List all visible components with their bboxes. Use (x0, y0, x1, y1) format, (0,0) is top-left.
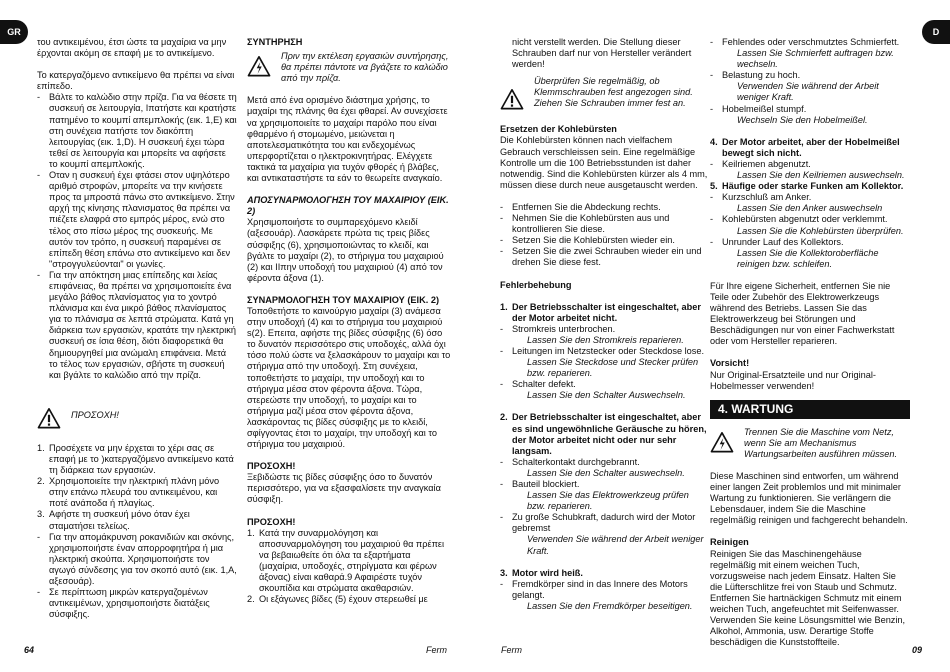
list-item: - Οταν η συσκευή έχει φτάσει στον υψηλότερο αριθμό στροφών, μπορείτε να την κινήσετε προς τα μπροστά πάνω στο αντικείμενο. Στην αρχή της κίνησης πλανισματος θα πρέπει να πιέζετε ελαφρά στο εμπρός μέρος, ενώ στο τέλος στο πίσω μέρος της συσκευής. Με αυτόν τον τρόπο, η συσκευή παραμένει σε επίπεδη θέση επάνω στο αντικείμενο και δεν "στρογγυλεύονται" οι γωνίες. (37, 170, 235, 269)
fault-cause: - Keilriemen abgenutzt. (710, 158, 811, 169)
fault-fix: Lassen Sie den Anker auswechseln (737, 203, 883, 214)
fault-fix: Lassen Sie Steckdose und Stecker prüfen bzw. reparieren. (527, 357, 699, 379)
page-number-right: 09 (912, 645, 923, 655)
fault-cause: - Bauteil blockiert. (500, 479, 580, 489)
fault-fix: Lassen Sie Schmierfett auftragen bzw. wechseln. (737, 48, 894, 70)
brand-footer-right: Ferm (501, 645, 522, 655)
list-item: - Setzen Sie die zwei Schrauben wieder ein und drehen Sie diese fest. (500, 246, 702, 268)
fault-cause: - Belastung zu hoch. (710, 70, 801, 81)
fault-cause: - Schalterkontakt durchgebrannt. (500, 456, 640, 467)
paragraph: Μετά από ένα ορισμένο διάστημα χρήσης, το μαχαίρι της πλάνης θα έχει φθαρεί. Αν συνεχίσετε να χρησιμοποιείτε το μαχαίρι παρόλο που είναι φθαρμένο ή στομωμένο, μειώνεται η αποτελεσματικότητα του και ενδεχομένως υπερφορτίζεται ο ηλεκτροκινητήρας. Ελέγχετε τακτικά τα μαχαίρια για τυχόν φθορές ή βλάβες, και αντικαταστήστε τα εάν το θεωρείτε αναγκαίο. (247, 95, 448, 184)
heading: Ersetzen der Kohlebürsten (500, 124, 617, 135)
electric-warning-icon (247, 51, 281, 80)
fault-fix: Verwenden Sie während der Arbeit weniger Kraft. (527, 534, 704, 556)
paragraph: Τοποθετήστε το καινούργιο μαχαίρι (3) ανάμεσα στην υποδοχή (4) και το στήριγμα του μαχαιριού s(2). Επειτα, αφήστε της βίδες σύσφιξης (6) όσο το δυνατόν περισσότερο στις υποδοχές, αλλά όχι τόσο πολύ ώστε να ξελασκάρουν το μαχαίρι και το στήριγμα από την υποδοχή. Στη συνέχεια, τοποθετήστε το μαχαίρι, την υποδοχή και το στήριγμα μέσα στον φέροντα άξονα. Τώρα, στερεώστε την υποδοχή, το μαχαίρι και το στήριγμα μαζί μέσα στον φέροντα άξονα, λασκάροντας τις βίδες σύσφιξης με το κλειδί, σφίγγοντας έτσι το μαχαίρι, την υποδοχή και το στήριγμα του μαχαιριού. (247, 305, 451, 450)
fault-fix: Lassen Sie den Schalter auswechseln. (527, 467, 685, 478)
paragraph: Nur Original-Ersatzteile und nur Original-Hobelmesser verwenden! (710, 369, 876, 391)
section-heading-wartung: 4. WARTUNG (710, 400, 910, 419)
heading: ΣΥΝΤΗΡΗΣΗ (247, 37, 303, 47)
german-column-1 (500, 37, 708, 612)
fault-fix: Verwenden Sie während der Arbeit weniger Kraft. (737, 81, 879, 103)
fault-title: 4. Der Motor arbeitet, aber der Hobelmeißel bewegt sich nicht. (710, 136, 900, 158)
fault-cause: - Fehlendes oder verschmutztes Schmierfett. (710, 37, 900, 47)
paragraph: Entfernen Sie hartnäckigen Schmutz mit einem weichen Tuch, angefeuchtet mit Seifenwasser. Verwenden Sie keine Lösungsmittel wie Benzin, Alkohol, Ammonia, usw. Derartige Stoffe beschädigen die Kunststoffteile. (710, 592, 906, 648)
list-item: - Σε περίπτωση μικρών κατεργαζομένων αντικειμένων, χρησιμοποιήστε διατάξεις σύσφιξης. (37, 587, 210, 620)
heading: ΑΠΟΣΥΝΑΡΜΟΛΟΓΗΣΗ ΤΟΥ ΜΑΧΑΙΡΙΟΥ (ΕΙΚ. 2) (247, 195, 449, 217)
german-column-2 (710, 37, 910, 648)
greek-column-1 (37, 37, 237, 620)
list-item: 3. Αφήστε τη συσκευή μόνο όταν έχει σταματήσει τελείως. (37, 509, 190, 531)
heading: Reinigen (710, 537, 749, 548)
maintenance-warning: Πριν την εκτέλεση εργασιών συντήρησης, θα πρέπει πάντοτε να βγάζετε το καλώδιο από την πρίζα. (247, 51, 452, 84)
warning-icon (500, 76, 534, 113)
fault-cause: - Zu große Schubkraft, dadurch wird der Motor gebremst (500, 512, 696, 534)
language-tab-gr: GR (0, 20, 28, 44)
paragraph: Reinigen Sie das Maschinengehäuse regelmäßig mit einem weichen Tuch, vorzugsweise nach jedem Einsatz. Halten Sie die Lüfterschlitze frei von Staub und Schmutz. (710, 548, 897, 592)
fault-fix: Lassen Sie die Kohlebürsten überprüfen. (737, 225, 904, 236)
paragraph: του αντικειμένου, έτσι ώστε τα μαχαίρια να μην έρχονται ακόμη σε επαφή με το αντικείμενο. (37, 37, 227, 59)
list-item: - Entfernen Sie die Abdeckung rechts. (500, 201, 661, 212)
fault-title: 5. Häufige oder starke Funken am Kollektor. (710, 181, 904, 192)
fault-fix: Lassen Sie den Stromkreis reparieren. (527, 334, 684, 345)
brand-footer-left: Ferm (426, 645, 447, 655)
fault-cause: - Stromkreis unterbrochen. (500, 323, 616, 334)
fault-cause: - Leitungen im Netzstecker oder Steckdose lose. (500, 345, 705, 356)
language-tab-d: D (922, 20, 950, 44)
paragraph: nicht verstellt werden. Die Stellung dieser Schrauben darf nur von Hersteller verändert werden! (512, 37, 692, 70)
page-number-left: 64 (24, 645, 35, 655)
paragraph: Το κατεργαζόμενο αντικείμενο θα πρέπει να είναι επίπεδο. (37, 70, 235, 92)
list-item: - Για την απομάκρυνση ροκανιδιών και σκόνης, χρησιμοποιήστε έναν απορροφητήρα ή μια ηλεκτρική σκούπα. Χρησιμοποιήστε τον αγωγό σύνδεσης για τον σκοπό αυτό (εικ. 1,A, αξεσουάρ). (37, 531, 237, 587)
fault-fix: Lassen Sie den Schalter Auswechseln. (527, 390, 686, 401)
fault-cause: - Fremdkörper sind in das Innere des Motors gelangt. (500, 578, 688, 600)
fault-fix: Lassen Sie die Kollektoroberfläche reinigen bzw. schleifen. (737, 247, 879, 269)
list-item: - Nehmen Sie die Kohlebürsten aus und kontrollieren Sie diese. (500, 213, 670, 235)
maintenance-warning: Trennen Sie die Maschine vom Netz, wenn Sie am Mechanismus Wartungsarbeiten ausführen müssen. (710, 427, 910, 460)
clamp-screw-warning: Überprüfen Sie regelmäßig, ob Klemmschrauben fest angezogen sind. Ziehen Sie Schrauben immer fest an. (500, 76, 708, 113)
fault-cause: - Schalter defekt. (500, 379, 576, 390)
paragraph: Diese Maschinen sind entworfen, um während einer langen Zeit problemlos und mit minimaler Wartung zu funktionieren. Sie verlängern die Lebensdauer, indem Sie die Maschine regelmäßig reinigen und fachgerecht behandeln. (710, 471, 908, 526)
list-item: 2. Οι εξάγωνες βίδες (5) έχουν στερεωθεί με (247, 594, 428, 605)
list-item: - Setzen Sie die Kohlebürsten wieder ein. (500, 235, 675, 246)
fault-title: 2. Der Betriebsschalter ist eingeschaltet, aber es sind ungewöhnliche Geräusche zu hören, der Motor arbeitet nicht oder nur sehr langsam. (500, 412, 707, 456)
list-item: 1. Κατά την συναρμολόγηση και αποσυναρμολόγηση του μαχαιριού θα πρέπει να βεβαιωθείτε ότι όλα τα εξαρτήματα (μαχαίρια, υποδοχές, στηρίγματα και φέρων άξονας) είναι καθαρά.9 Αφαιρέστε τυχόν σκουπίδια και στρώματα ακαθαρσιών. (247, 527, 445, 594)
heading: ΣΥΝΑΡΜΟΛΟΓΗΣΗ ΤΟΥ ΜΑΧΑΙΡΙΟΥ (ΕΙΚ. 2) (247, 294, 439, 305)
heading: Vorsicht! (710, 358, 750, 369)
fault-fix: Wechseln Sie den Hobelmeißel. (737, 114, 868, 125)
heading: Fehlerbehebung (500, 279, 572, 290)
fault-fix: Lassen Sie das Elektrowerkzeug prüfen bzw. reparieren. (527, 490, 689, 512)
fault-cause: - Unrunder Lauf des Kollektors. (710, 236, 844, 247)
fault-title: 1. Der Betriebsschalter ist eingeschaltet, aber der Motor arbeitet nicht. (500, 301, 701, 323)
electric-warning-icon (710, 427, 744, 456)
fault-fix: Lassen Sie den Keilriemen auswechseln. (737, 170, 905, 181)
list-item: 2. Χρησιμοποιείτε την ηλεκτρική πλάνη μόνο στην επάνω πλευρά του αντικειμένου, και ποτέ ανάποδα ή πλαγίως. (37, 476, 220, 509)
caution-label: ΠΡΟΣΟΧΗ! (71, 409, 119, 420)
greek-column-2 (247, 37, 452, 605)
list-item: 1. Προσέχετε να μην έρχεται το χέρι σας σε επαφή με το )κατεργαζόμενο αντικείμενο κατά τη διάρκεια των εργασιών. (37, 442, 234, 476)
fault-fix: Lassen Sie den Fremdkörper beseitigen. (527, 600, 693, 611)
paragraph: Ξεβιδώστε τις βίδες σύσφιξης όσο το δυνατόν περισσότερο, για να εξασφαλίσετε την αναγκαία σύσφιξη. (247, 472, 441, 505)
paragraph: Die Kohlebürsten können nach vielfachem Gebrauch verschleissen sein. Eine regelmäßige Kontrolle um die 100 Betriebsstunden ist daher notwendig. Sind die Kohlebürsten kürzer als 4 mm, müssen diese durch neue ausgetauscht werden. (500, 135, 708, 190)
heading: ΠΡΟΣΟΧΗ! (247, 516, 296, 527)
fault-title: 3. Motor wird heiß. (500, 567, 583, 578)
paragraph: Für Ihre eigene Sicherheit, entfernen Sie nie Teile oder Zubehör des Elektrowerkzeugs während des Betriebs. Lassen Sie das Elektrowerkzeug bei Störungen und Beschädigungen nur von einer Fachwerkstatt oder vom Hersteller reparieren. (710, 280, 895, 347)
fault-cause: - Kurzschluß am Anker. (710, 192, 812, 203)
list-item: - Βάλτε το καλώδιο στην πρίζα. Για να θέσετε τη συσκευή σε λειτουργία, Iπατήστε και κρατήστε πατημένο το κουμπί απεμπλοκής (εικ. 1,E) και στη συνέχεια πατήστε τον διακόπτη λειτουργίας (εικ. 1,D). Η συσκευή έχει τώρα τεθεί σε λειτουργία και μπορείτε να αφήσετε το κουμπί απεμπλοκής. (37, 92, 237, 169)
heading: ΠΡΟΣΟΧΗ! (247, 461, 296, 472)
list-item: - Για την απόκτηση μιας επίπεδης και λείας επιφάνειας, θα πρέπει να χρησιμοποιείτε ένα μεγάλο βάθος πλανίσματος για το χοντρό πλάνισμα και ένα μικρό βάθος πλανίσματος για το πλάνισμα σε λεπτά στρώματα. Κατά γη διάρκεια των εργασιών, κρατάτε την ηλεκτρική συσκευή σε ίσια θέση, διότι διαφορετικά θα δημιουργηθεί μια ανώμαλη επιφάνεια. Μετά το τέλος των εργασιών, σβήστε τη συσκευή και βγάλτε το καλώδιο από την πρίζα. (37, 269, 237, 380)
paragraph: Χρησιμοποιήστε το συμπαρεχόμενο κλειδί (αξεσουάρ). Λασκάρετε πρώτα τις τρεις βίδες σύσφιξης (6), χρησιμοποιώντας το κλειδί, και βγάλτε το μαχαίρι (2), το στήριγμα του μαχαιριού (2) και ΙΙπην υποδοχή του μαχαιριού (4) από τον φέροντα άξονα (1). (247, 217, 444, 283)
fault-cause: - Kohlebürsten abgenutzt oder verklemmt. (710, 214, 888, 225)
warning-icon (37, 403, 71, 432)
caution-notice (37, 403, 237, 432)
fault-cause: - Hobelmeißel stumpf. (710, 103, 807, 114)
